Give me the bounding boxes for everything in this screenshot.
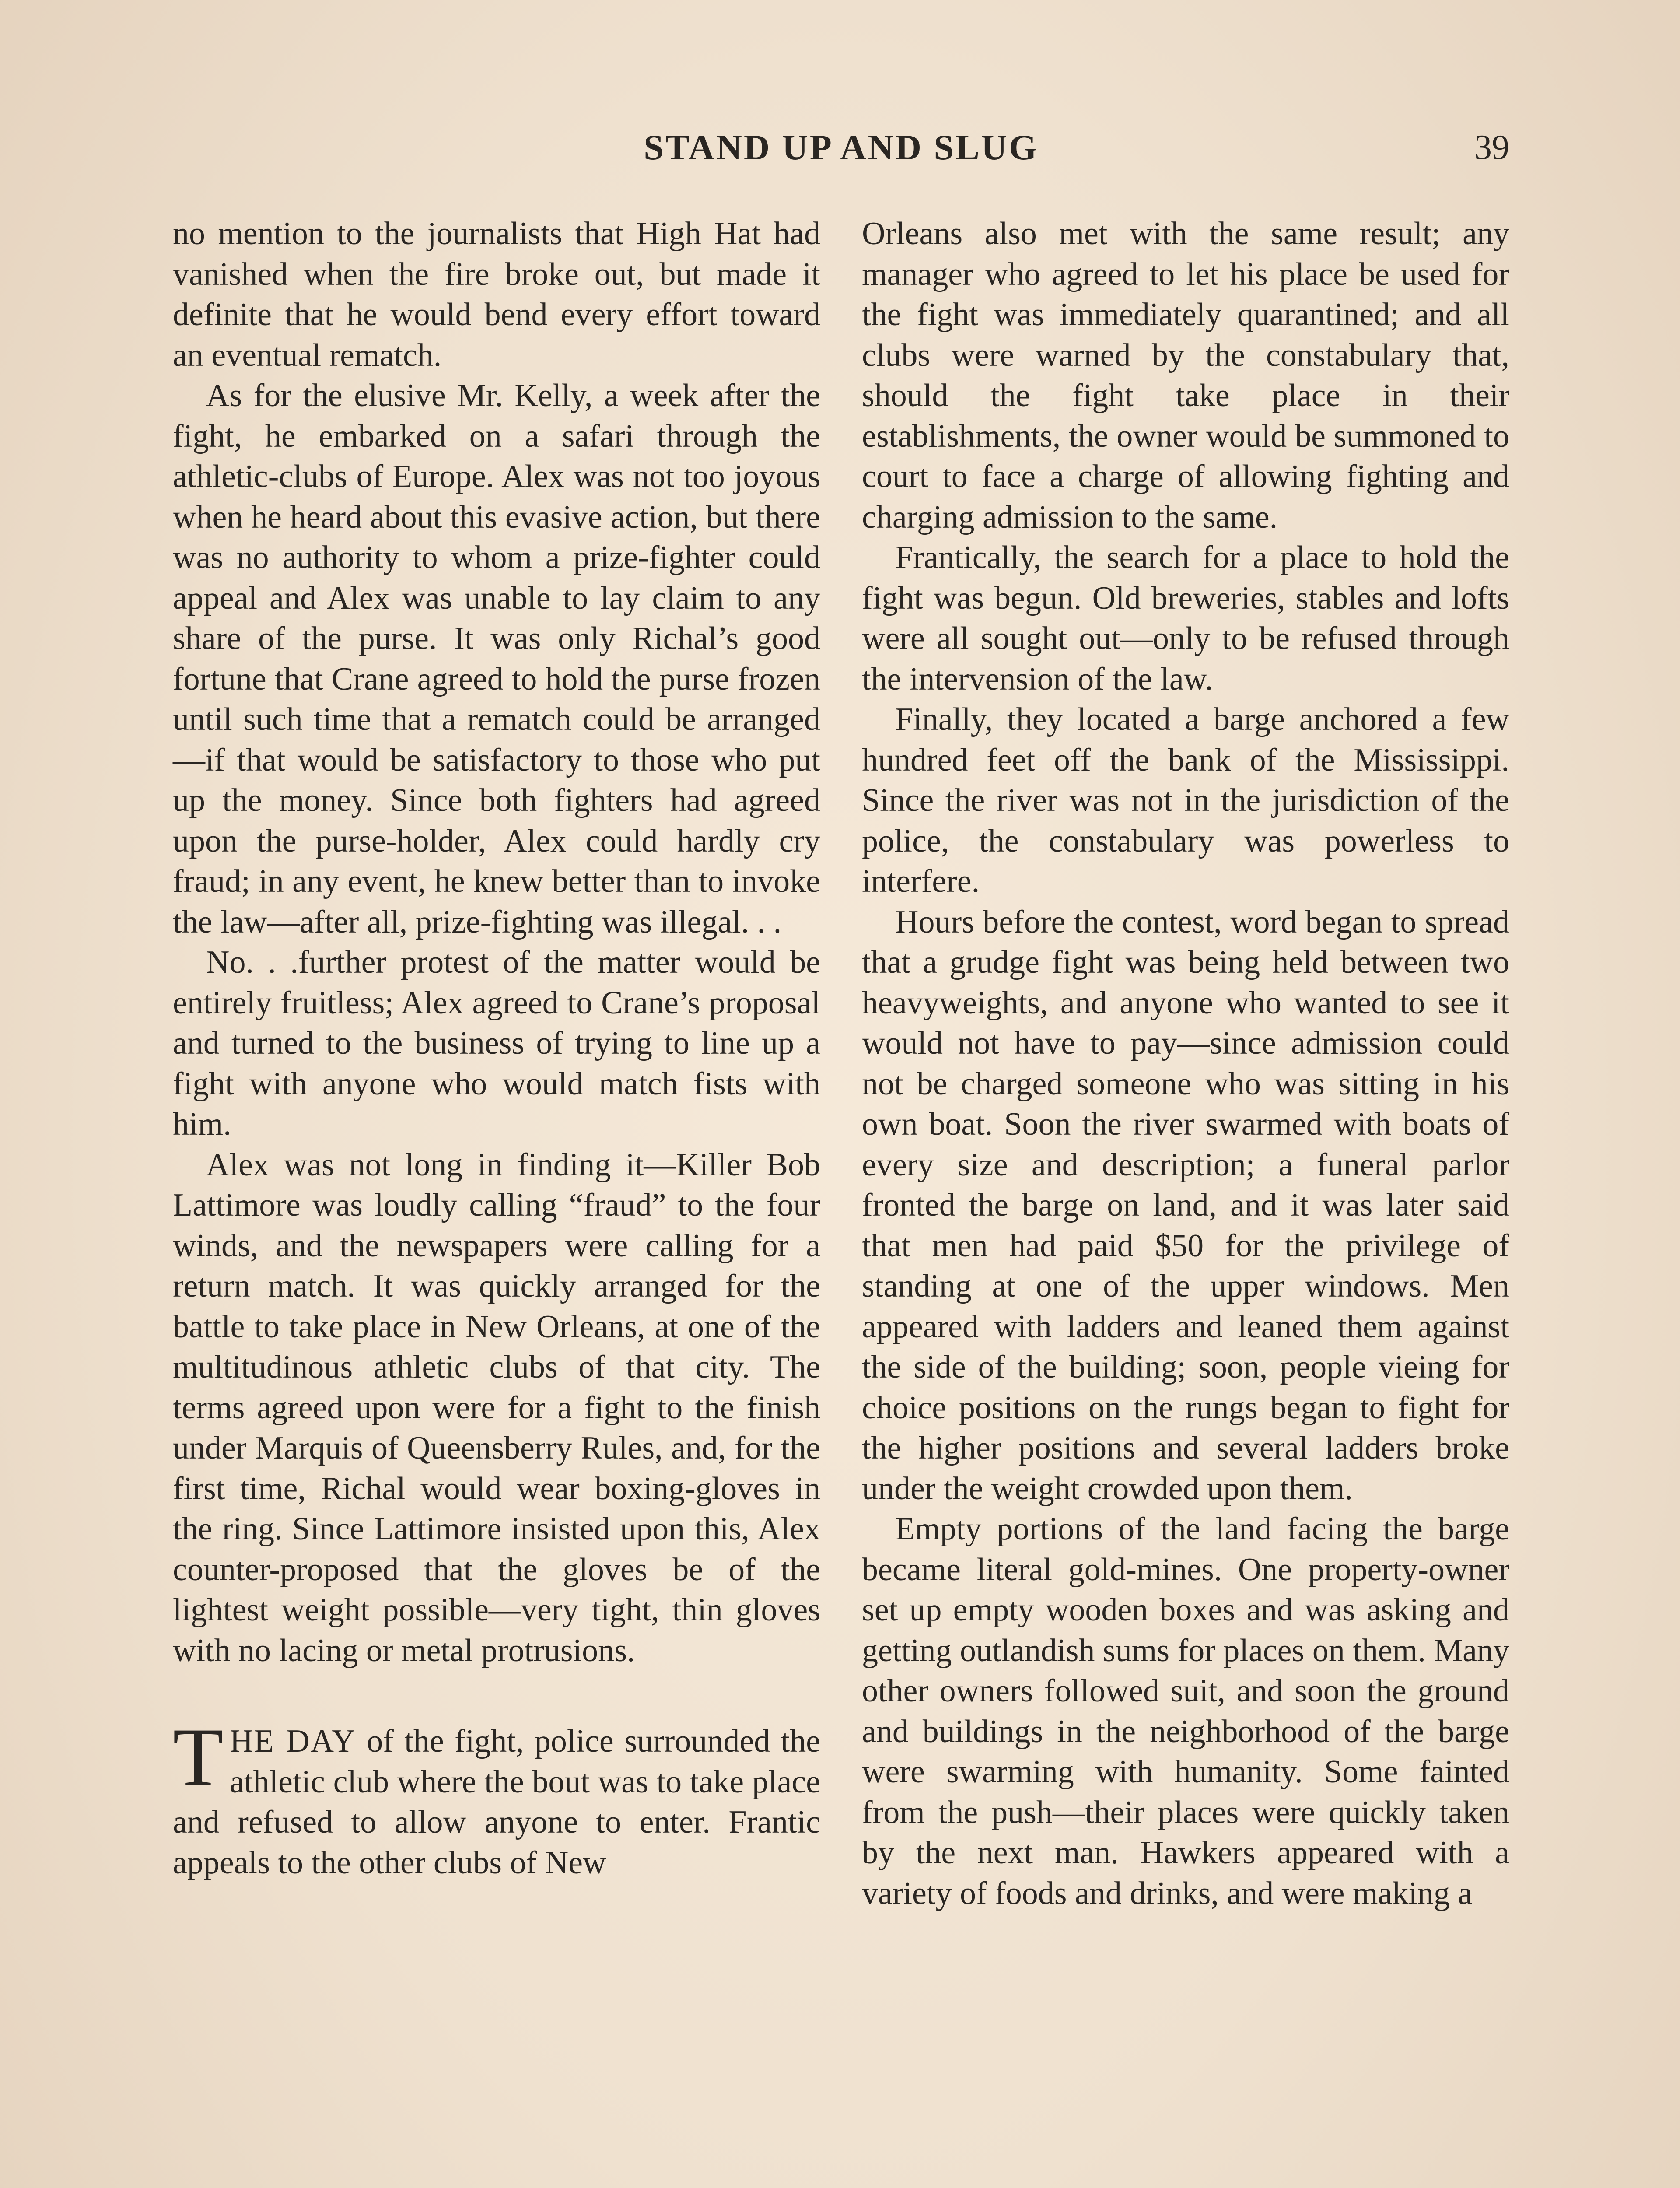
running-head — [173, 123, 1509, 172]
paragraph: As for the elusive Mr. Kelly, a week after the fight, he embarked on a safari through the athletic-clubs of Europe. Alex was not too joyous when he heard about this evasive action, but there was no authority to whom a prize-fighter could appeal and Alex was unable to lay claim to any share of the purse. It was only Richal’s good fortune that Crane agreed to hold the purse frozen until such time that a rematch could be arranged—if that would be satisfactory to those who put up the money. Since both fighters had agreed upon the purse-holder, Alex could hardly cry fraud; in any event, he knew better than to invoke the law—after all, prize-fighting was illegal. . . — [173, 378, 820, 940]
drop-cap: T — [173, 1711, 224, 1803]
running-title: STAND UP AND SLUG — [644, 127, 1039, 167]
section-break — [173, 1671, 820, 1721]
right-column — [862, 214, 1509, 1914]
page-number: 39 — [1474, 128, 1509, 167]
paragraph: Alex was not long in finding it—Killer Bob Lattimore was loudly calling “fraud” to the four winds, and the newspapers were calling for a return match. It was quickly arranged for the battle to take place in New Orleans, at one of the multitudinous athletic clubs of that city. The terms agreed upon were for a fight to the finish under Marquis of Queensberry Rules, and, for the first time, Richal would wear boxing-gloves in the ring. Since Lattimore insisted upon this, Alex counter-proposed that the gloves be of the lightest weight possible—very tight, thin gloves with no lacing or metal protrusions. — [173, 1147, 820, 1669]
paragraph: Orleans also met with the same result; any manager who agreed to let his place be used for the fight was immediately quarantined; and all clubs were warned by the constabulary that, should the fight take place in their establishments, the owner would be summoned to court to face a charge of allowing fighting and charging admission to the same. — [862, 216, 1509, 535]
paragraph-text: of the fight, police surrounded the athletic club where the bout was to take place and refused to allow anyone to enter. Frantic appeals to the other clubs of New — [173, 1723, 821, 1881]
paragraph: Hours before the contest, word began to spread that a grudge fight was being held between two heavyweights, and anyone who wanted to see it would not have to pay—since admission could not be charged someone who was sitting in his own boat. Soon the river swarmed with boats of every size and description; a funeral parlor fronted the barge on land, and it was later said that men had paid $50 for the privilege of standing at one of the upper windows. Men appeared with ladders and leaned them against the side of the building; soon, people vieing for choice positions on the rungs began to fight for the higher positions and several ladders broke under the weight crowded upon them. — [862, 904, 1509, 1507]
paragraph: Finally, they located a barge anchored a few hundred feet off the bank of the Mississippi. Since the river was not in the jurisdiction of the police, the constabulary was powerless to interfere. — [862, 701, 1509, 899]
paragraph: Frantically, the search for a place to hold the fight was begun. Old breweries, stables and lofts were all sought out—only to be refused through the intervension of the law. — [862, 540, 1509, 697]
paragraph: no mention to the journalists that High Hat had vanished when the fire broke out, but made it definite that he would bend every effort toward an eventual rematch. — [173, 216, 820, 373]
section-opening-paragraph — [173, 1711, 821, 1883]
paragraph: No. . .further protest of the matter would be entirely fruitless; Alex agreed to Crane’s proposal and turned to the business of trying to line up a fight with anyone who would match fists with him. — [173, 944, 820, 1142]
paragraph: Empty portions of the land facing the barge became literal gold-mines. One property-owner set up empty wooden boxes and was asking and getting outlandish sums for places on them. Many other owners followed suit, and soon the ground and buildings in the neighborhood of the barge were swarming with humanity. Some fainted from the push—their places were quickly taken by the next man. Hawkers appeared with a variety of foods and drinks, and were making a — [862, 1511, 1509, 1911]
left-column — [173, 214, 820, 1883]
lead-in-caps: HE DAY — [230, 1723, 356, 1759]
